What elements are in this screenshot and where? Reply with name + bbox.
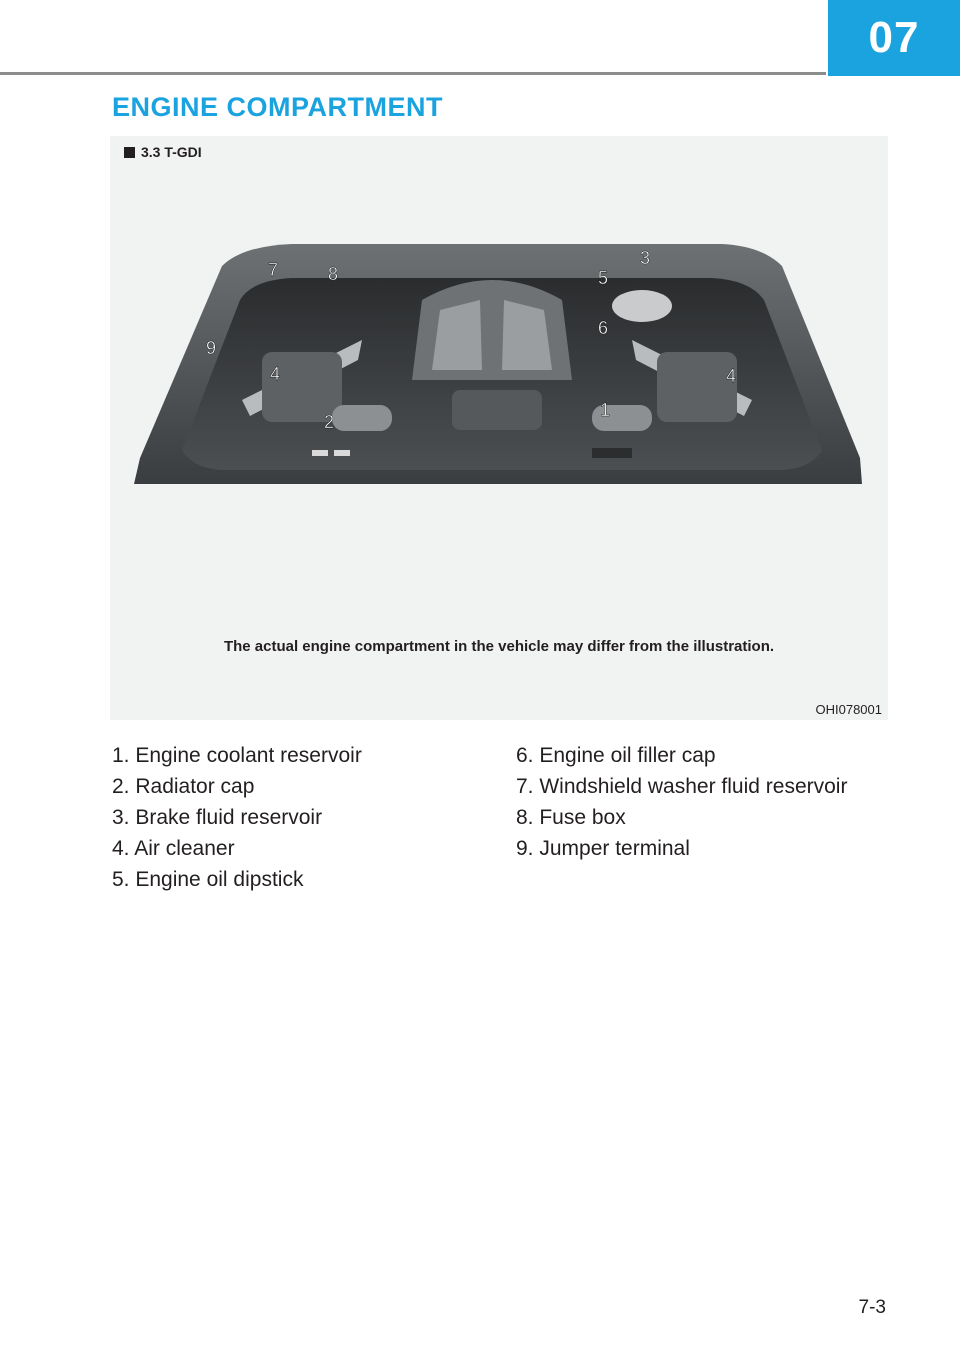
square-bullet-icon — [124, 147, 135, 158]
figure-caption: The actual engine compartment in the vehicle may differ from the illustration. — [223, 638, 775, 655]
figure-code: OHI078001 — [815, 702, 882, 717]
callout-2: 2 — [324, 412, 335, 432]
engine-illustration — [122, 240, 872, 600]
legend-list-right — [516, 740, 847, 864]
header-rule — [0, 72, 826, 75]
callout-5: 5 — [598, 268, 609, 288]
legend-item: 4. Air cleaner — [112, 837, 235, 860]
legend-item: 5. Engine oil dipstick — [112, 868, 304, 891]
callout-4-right: 4 — [726, 366, 737, 386]
callout-1: 1 — [600, 400, 611, 420]
callout-4-left: 4 — [270, 364, 281, 384]
callout-8: 8 — [328, 264, 339, 284]
chapter-tab: 07 — [828, 0, 960, 76]
engine-figure — [110, 136, 888, 720]
legend-item: 2. Radiator cap — [112, 775, 255, 798]
legend-item: 7. Windshield washer fluid reservoir — [516, 775, 848, 798]
legend-item: 8. Fuse box — [516, 806, 626, 829]
callout-7: 7 — [268, 260, 279, 280]
callout-9: 9 — [206, 338, 217, 358]
section-title: ENGINE COMPARTMENT — [112, 92, 443, 122]
callout-3: 3 — [640, 248, 651, 268]
callout-6: 6 — [598, 318, 609, 338]
legend-list-left — [112, 740, 362, 895]
legend-item: 1. Engine coolant reservoir — [112, 744, 362, 767]
variant-text: 3.3 T-GDI — [141, 144, 202, 160]
page-number: 7-3 — [858, 1297, 886, 1318]
legend-item: 3. Brake fluid reservoir — [112, 806, 323, 829]
legend-item: 6. Engine oil filler cap — [516, 744, 716, 767]
variant-label — [124, 144, 202, 160]
legend-item: 9. Jumper terminal — [516, 837, 690, 860]
